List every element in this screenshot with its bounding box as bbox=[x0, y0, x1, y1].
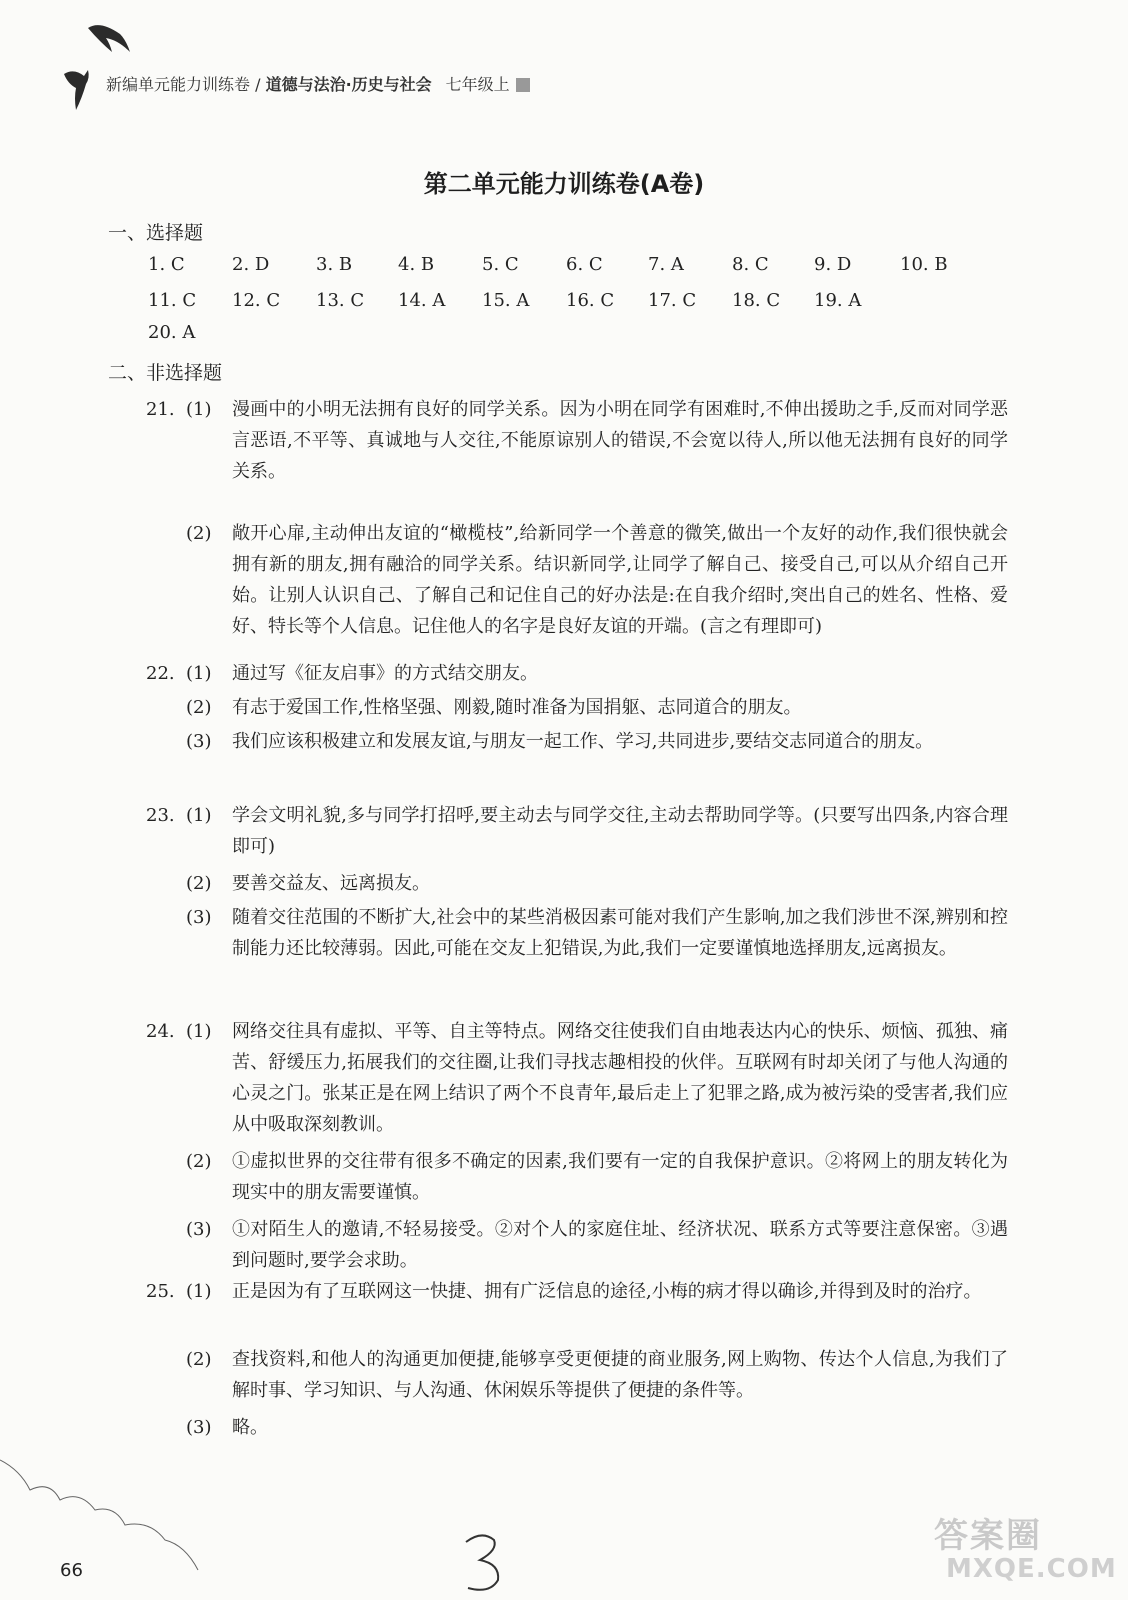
choice-answer: 17. C bbox=[648, 290, 697, 311]
choice-answer: 6. C bbox=[566, 254, 603, 275]
part-label: (1) bbox=[186, 805, 212, 826]
choice-answer: 20. A bbox=[148, 322, 196, 343]
part-text: 随着交往范围的不断扩大,社会中的某些消极因素可能对我们产生影响,加之我们涉世不深,辨别和控制能力还比较薄弱。因此,可能在交友上犯错误,为此,我们一定要谨慎地选择朋友,远离损友。 bbox=[232, 907, 1008, 959]
part-label: (3) bbox=[186, 731, 212, 752]
choice-answer: 3. B bbox=[316, 254, 353, 275]
part-text: 查找资料,和他人的沟通更加便捷,能够享受更便捷的商业服务,网上购物、传达个人信息,为我们了解时事、学习知识、与人沟通、休闲娱乐等提供了便捷的条件等。 bbox=[232, 1349, 1008, 1401]
header-subject: 道德与法治·历史与社会 bbox=[265, 75, 432, 94]
part-label: (1) bbox=[186, 1281, 212, 1302]
part-text: 我们应该积极建立和发展友谊,与朋友一起工作、学习,共同进步,要结交志同道合的朋友。 bbox=[232, 731, 934, 752]
header-box-icon bbox=[516, 78, 530, 92]
page-header bbox=[60, 18, 760, 118]
choice-answer: 8. C bbox=[732, 254, 769, 275]
part-label: (2) bbox=[186, 1349, 212, 1370]
choice-answer: 12. C bbox=[232, 290, 281, 311]
part-text: 正是因为有了互联网这一快捷、拥有广泛信息的途径,小梅的病才得以确诊,并得到及时的治疗。 bbox=[232, 1281, 982, 1302]
page-title: 第二单元能力训练卷(A卷) bbox=[423, 170, 705, 198]
part-label: (1) bbox=[186, 1021, 212, 1042]
part-label: (1) bbox=[186, 663, 212, 684]
choice-answer: 2. D bbox=[232, 254, 270, 275]
part-text: 要善交益友、远离损友。 bbox=[232, 873, 430, 894]
watermark-url: MXQE.COM bbox=[946, 1554, 1117, 1584]
part-label: (2) bbox=[186, 1151, 212, 1172]
part-text: 漫画中的小明无法拥有良好的同学关系。因为小明在同学有困难时,不伸出援助之手,反而对同学恶言恶语,不平等、真诚地与人交往,不能原谅别人的错误,不会宽以待人,所以他无法拥有良好的同学关系。 bbox=[232, 399, 1008, 482]
question-number: 23. bbox=[146, 805, 175, 826]
part-text: 学会文明礼貌,多与同学打招呼,要主动去与同学交往,主动去帮助同学等。(只要写出四条,内容合理即可) bbox=[232, 805, 1008, 857]
bird-logo-icon bbox=[60, 18, 140, 118]
handwritten-mark bbox=[458, 1528, 508, 1598]
choice-answer: 7. A bbox=[648, 254, 684, 275]
choice-answer: 4. B bbox=[398, 254, 435, 275]
section-heading-nonchoice: 二、非选择题 bbox=[108, 362, 223, 384]
choice-answer: 11. C bbox=[148, 290, 197, 311]
part-label: (2) bbox=[186, 697, 212, 718]
header-text bbox=[106, 72, 530, 95]
part-text: ①虚拟世界的交往带有很多不确定的因素,我们要有一定的自我保护意识。②将网上的朋友转化为现实中的朋友需要谨慎。 bbox=[232, 1151, 1008, 1203]
watermark-text: 答案圈 bbox=[934, 1516, 1042, 1556]
choice-answer: 15. A bbox=[482, 290, 530, 311]
part-label: (3) bbox=[186, 1219, 212, 1240]
part-label: (1) bbox=[186, 399, 212, 420]
part-text: 敞开心扉,主动伸出友谊的“橄榄枝”,给新同学一个善意的微笑,做出一个友好的动作,我们很快就会拥有新的朋友,拥有融洽的同学关系。结识新同学,让同学了解自己、接受自己,可以从介绍自己开始。让别人认识自己、了解自己和记住自己的好办法是:在自我介绍时,突出自己的姓名、性格、爱好、特长等个人信息。记住他人的名字是良好友谊的开端。(言之有理即可) bbox=[232, 523, 1008, 637]
section-heading-choice: 一、选择题 bbox=[108, 222, 204, 244]
part-label: (2) bbox=[186, 873, 212, 894]
part-label: (3) bbox=[186, 1417, 212, 1438]
choice-answer: 5. C bbox=[482, 254, 519, 275]
choice-answer: 1. C bbox=[148, 254, 185, 275]
question-number: 21. bbox=[146, 399, 175, 420]
cloud-decoration-icon bbox=[0, 1450, 200, 1600]
header-series: 新编单元能力训练卷 / bbox=[106, 75, 266, 94]
choice-answer: 19. A bbox=[814, 290, 862, 311]
choice-answer: 10. B bbox=[900, 254, 948, 275]
part-label: (3) bbox=[186, 907, 212, 928]
part-label: (2) bbox=[186, 523, 212, 544]
choice-answer: 18. C bbox=[732, 290, 781, 311]
watermark bbox=[924, 1508, 1117, 1594]
part-text: ①对陌生人的邀请,不轻易接受。②对个人的家庭住址、经济状况、联系方式等要注意保密。③遇到问题时,要学会求助。 bbox=[232, 1219, 1008, 1271]
part-text: 有志于爱国工作,性格坚强、刚毅,随时准备为国捐躯、志同道合的朋友。 bbox=[232, 697, 802, 718]
part-text: 网络交往具有虚拟、平等、自主等特点。网络交往使我们自由地表达内心的快乐、烦恼、孤独、痛苦、舒缓压力,拓展我们的交往圈,让我们寻找志趣相投的伙伴。互联网有时却关闭了与他人沟通的心灵之门。张某正是在网上结识了两个不良青年,最后走上了犯罪之路,成为被污染的受害者,我们应从中吸取深刻教训。 bbox=[232, 1021, 1008, 1135]
part-text: 略。 bbox=[232, 1417, 268, 1438]
choice-answer: 13. C bbox=[316, 290, 365, 311]
choice-answer: 16. C bbox=[566, 290, 615, 311]
choice-answer: 14. A bbox=[398, 290, 446, 311]
part-text: 通过写《征友启事》的方式结交朋友。 bbox=[232, 663, 538, 684]
choice-answer: 9. D bbox=[814, 254, 852, 275]
question-number: 24. bbox=[146, 1021, 175, 1042]
question-number: 22. bbox=[146, 663, 175, 684]
page-number: 66 bbox=[60, 1560, 83, 1581]
header-grade: 七年级上 bbox=[445, 75, 510, 94]
question-number: 25. bbox=[146, 1281, 175, 1302]
